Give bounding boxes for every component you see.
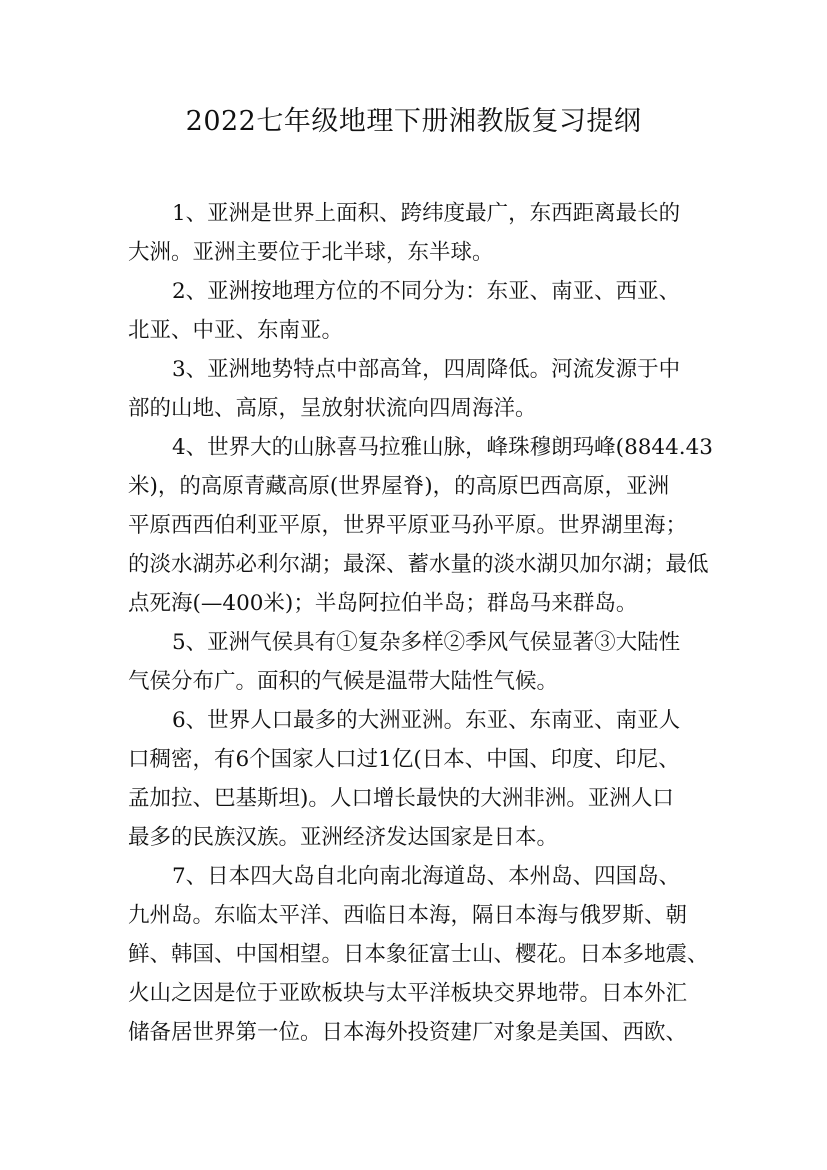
- document-title: 2022七年级地理下册湘教版复习提纲: [185, 106, 642, 137]
- paragraph-line: 米)，的高原青藏高原(世界屋脊)，的高原巴西高原，亚洲: [128, 474, 670, 499]
- paragraph-4: [128, 428, 718, 623]
- paragraph-line: 1、亚洲是世界上面积、跨纬度最广，东西距离最长的: [172, 201, 681, 226]
- paragraph-line: 7、日本四大岛自北向南北海道岛、本州岛、四国岛、: [172, 864, 681, 889]
- paragraph-line: 6、世界人口最多的大洲亚洲。东亚、东南亚、南亚人: [172, 708, 681, 733]
- paragraph-5: [128, 623, 718, 701]
- paragraph-line: 九州岛。东临太平洋、西临日本海，隔日本海与俄罗斯、朝: [128, 903, 688, 928]
- paragraph-line: 部的山地、高原，呈放射状流向四周海洋。: [128, 396, 537, 421]
- document-body: [128, 194, 718, 1052]
- paragraph-line: 气侯分布广。面积的气候是温带大陆性气候。: [128, 669, 559, 694]
- paragraph-line: 的淡水湖苏必利尔湖；最深、蓄水量的淡水湖贝加尔湖；最低: [128, 552, 709, 577]
- paragraph-line: 储备居世界第一位。日本海外投资建厂对象是美国、西欧、: [128, 1020, 688, 1045]
- paragraph-line: 鲜、韩国、中国相望。日本象征富士山、樱花。日本多地震、: [128, 942, 709, 967]
- paragraph-line: 最多的民族汉族。亚洲经济发达国家是日本。: [128, 825, 559, 850]
- paragraph-line: 3、亚洲地势特点中部高耸，四周降低。河流发源于中: [172, 357, 681, 382]
- paragraph-line: 点死海(—400米)；半岛阿拉伯半岛；群岛马来群岛。: [128, 591, 638, 616]
- paragraph-3: [128, 350, 718, 428]
- paragraph-line: 口稠密，有6个国家人口过1亿(日本、中国、印度、印尼、: [128, 747, 680, 772]
- paragraph-7: [128, 857, 718, 1052]
- paragraph-line: 孟加拉、巴基斯坦)。人口增长最快的大洲非洲。亚洲人口: [128, 786, 674, 811]
- paragraph-6: [128, 701, 718, 857]
- paragraph-line: 5、亚洲气侯具有①复杂多样②季风气侯显著③大陆性: [172, 630, 681, 655]
- paragraph-line: 北亚、中亚、东南亚。: [128, 318, 344, 343]
- paragraph-line: 火山之因是位于亚欧板块与太平洋板块交界地带。日本外汇: [128, 981, 688, 1006]
- paragraph-line: 4、世界大的山脉喜马拉雅山脉，峰珠穆朗玛峰(8844.43: [172, 435, 713, 460]
- paragraph-2: [128, 272, 718, 350]
- paragraph-line: 大洲。亚洲主要位于北半球，东半球。: [128, 240, 494, 265]
- paragraph-1: [128, 194, 718, 272]
- paragraph-line: 平原西西伯利亚平原，世界平原亚马孙平原。世界湖里海；: [128, 513, 688, 538]
- paragraph-line: 2、亚洲按地理方位的不同分为：东亚、南亚、西亚、: [172, 279, 681, 304]
